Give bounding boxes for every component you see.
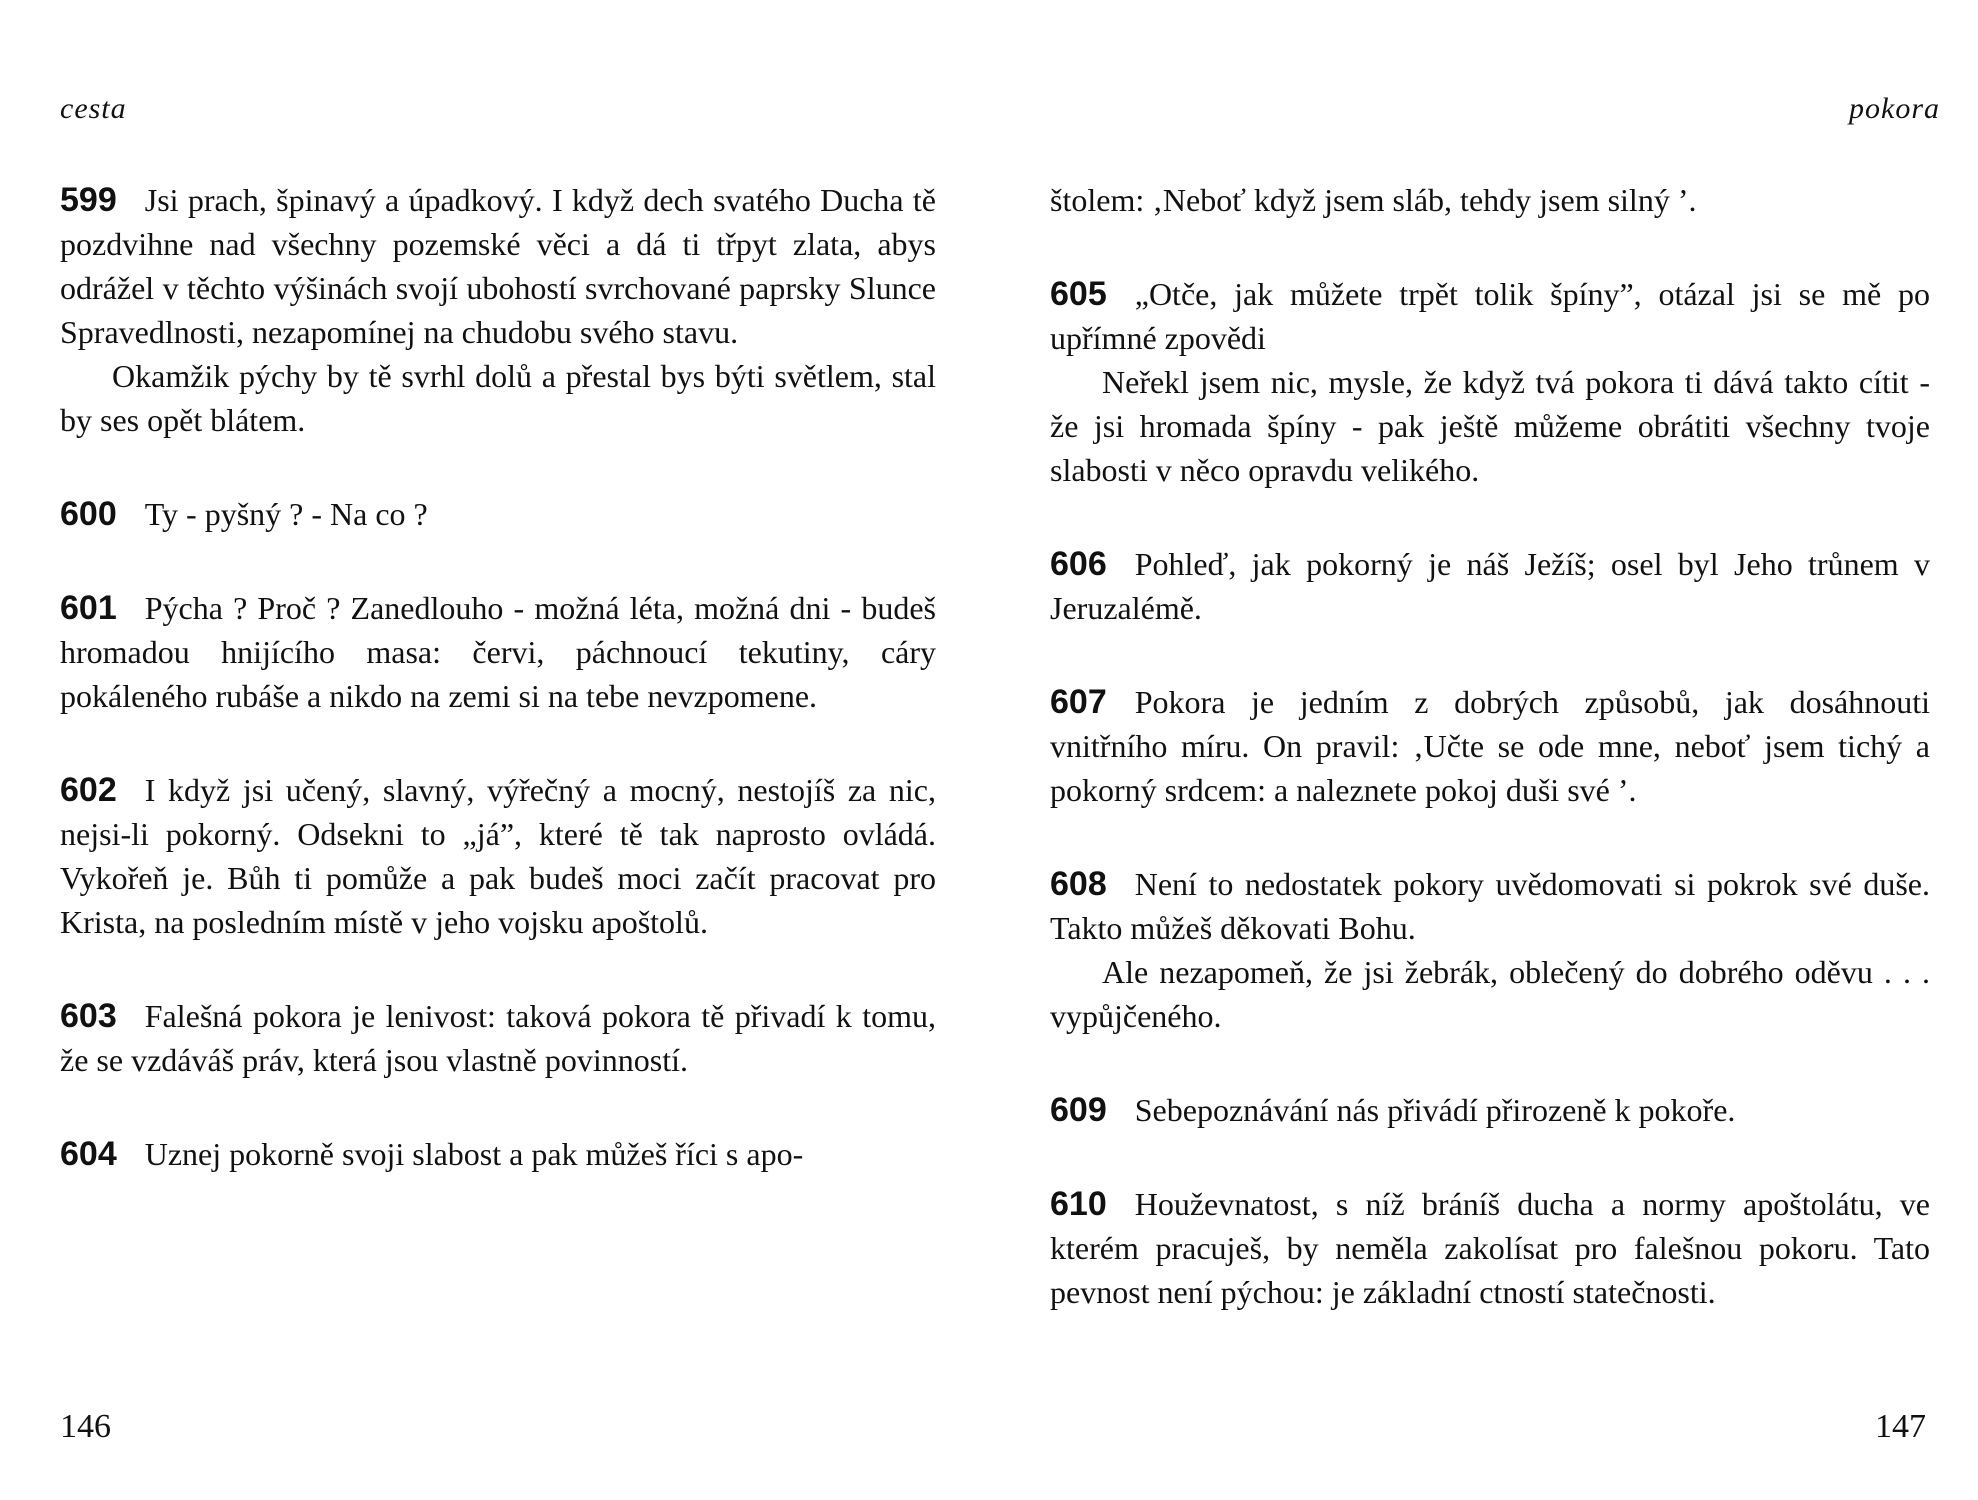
entry-text: Pýcha ? Proč ? Zanedlouho - možná léta, možná dni - budeš hromadou hnijícího masa: červi, páchnoucí tekutiny, cáry pokáleného rubáše a nikdo na zemi si na tebe nevzpomene.	[60, 590, 936, 714]
right-page-column	[1050, 178, 1930, 1314]
entry-number: 609	[1050, 1091, 1107, 1129]
entry-number: 605	[1050, 275, 1107, 313]
entry-text: Sebepoznávání nás přivádí přirozeně k pokoře.	[1134, 1092, 1736, 1128]
entry-number: 602	[60, 771, 117, 809]
entry-number: 607	[1050, 683, 1107, 721]
entry-609	[1050, 1088, 1930, 1132]
continued-text	[1050, 178, 1930, 222]
entry-text: Není to nedostatek pokory uvědomovati si pokrok své duše. Takto můžeš děkovati Bohu.	[1050, 866, 1930, 946]
entry-605	[1050, 272, 1930, 492]
entry-text: Houževnatost, s níž bráníš ducha a normy apoštolátu, ve kterém pracuješ, by neměla zakolísat pro falešnou pokoru. Tato pevnost není pýchou: je základní ctností statečnosti.	[1050, 1186, 1930, 1310]
entry-number: 610	[1050, 1185, 1107, 1223]
entry-600	[60, 492, 936, 536]
entry-text: I když jsi učený, slavný, výřečný a mocný, nestojíš za nic, nejsi-li pokorný. Odsekni to „já”, které tě tak naprosto ovládá. Vykořeň je. Bůh ti pomůže a pak budeš moci začít pracovat pro Krista, na posledním místě v jeho vojsku apoštolů.	[60, 772, 936, 940]
entry-text: Ale nezapomeň, že jsi žebrák, oblečený do dobrého oděvu . . . vypůjčeného.	[1050, 954, 1930, 1034]
entry-604	[60, 1132, 936, 1176]
entry-text: Falešná pokora je lenivost: taková pokora tě přivadí k tomu, že se vzdáváš práv, která jsou vlastně povinností.	[60, 998, 936, 1078]
entry-number: 601	[60, 589, 117, 627]
page-number-right: 147	[1875, 1408, 1926, 1445]
entry-601	[60, 586, 936, 718]
entry-text: Okamžik pýchy by tě svrhl dolů a přestal bys býti světlem, stal by ses opět blátem.	[60, 358, 936, 438]
entry-606	[1050, 542, 1930, 630]
entry-number: 606	[1050, 545, 1107, 583]
entry-text: Pohleď, jak pokorný je náš Ježíš; osel byl Jeho trůnem v Jeruzalémě.	[1050, 546, 1930, 626]
running-head-left: cesta	[60, 92, 127, 125]
left-page-column	[60, 178, 936, 1176]
running-head-right: pokora	[1849, 92, 1940, 125]
entry-text: Ty - pyšný ? - Na co ?	[144, 496, 428, 532]
entry-number: 604	[60, 1135, 117, 1173]
entry-599	[60, 178, 936, 442]
entry-608	[1050, 862, 1930, 1038]
entry-number: 600	[60, 495, 117, 533]
entry-text: Uznej pokorně svoji slabost a pak můžeš říci s apo-	[144, 1136, 804, 1172]
entry-number: 599	[60, 181, 117, 219]
entry-602	[60, 768, 936, 944]
entry-number: 608	[1050, 865, 1107, 903]
entry-610	[1050, 1182, 1930, 1314]
entry-text: Neřekl jsem nic, mysle, že když tvá pokora ti dává takto cítit - že jsi hromada špíny - pak ještě můžeme obrátiti všechny tvoje slabosti v něco opravdu velikého.	[1050, 364, 1930, 488]
continuation-text: štolem: ‚Neboť když jsem sláb, tehdy jsem silný ’.	[1050, 182, 1697, 218]
entry-text: „Otče, jak můžete trpět tolik špíny”, otázal jsi se mě po upřímné zpovědi	[1050, 276, 1930, 356]
entry-text: Jsi prach, špinavý a úpadkový. I když dech svatého Ducha tě pozdvihne nad všechny pozemské věci a dá ti třpyt zlata, abys odrážel v těchto výšinách svojí ubohostí svrchované paprsky Slunce Spravedlnosti, nezapomínej na chudobu svého stavu.	[60, 182, 936, 350]
entry-607	[1050, 680, 1930, 812]
page-number-left: 146	[60, 1408, 111, 1445]
entry-603	[60, 994, 936, 1082]
entry-text: Pokora je jedním z dobrých způsobů, jak dosáhnouti vnitřního míru. On pravil: ‚Učte se ode mne, neboť jsem tichý a pokorný srdcem: a naleznete pokoj duši své ’.	[1050, 684, 1930, 808]
entry-number: 603	[60, 997, 117, 1035]
